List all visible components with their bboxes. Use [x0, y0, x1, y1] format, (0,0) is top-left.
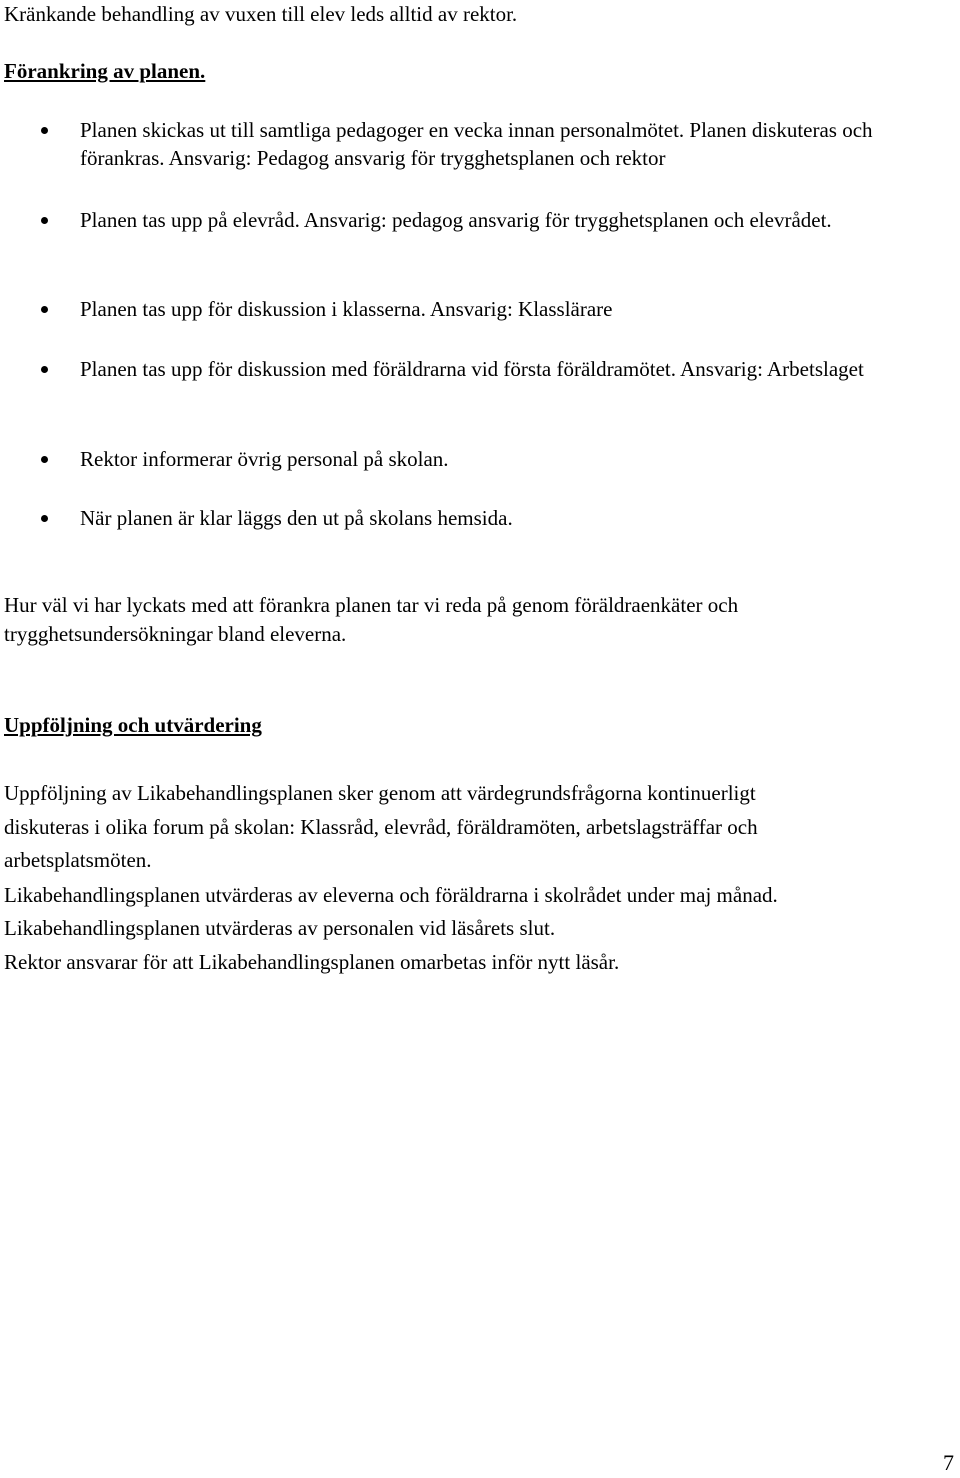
list-item-text: Rektor informerar övrig personal på skolan. — [80, 447, 449, 471]
uppfoljning-text-line: Likabehandlingsplanen utvärderas av eleverna och föräldrarna i skolrådet under maj månad. — [4, 883, 778, 907]
uppfoljning-text-line: Uppföljning av Likabehandlingsplanen sker genom att värdegrundsfrågorna kontinuerligt — [4, 781, 756, 805]
list-item-text: När planen är klar läggs den ut på skolans hemsida. — [80, 506, 513, 530]
uppfoljning-text-line: Rektor ansvarar för att Likabehandlingsplanen omarbetas inför nytt läsår. — [4, 950, 620, 974]
list-item-text: Planen tas upp på elevråd. Ansvarig: pedagog ansvarig för trygghetsplanen och elevrådet. — [80, 208, 832, 232]
bullet-icon — [41, 306, 48, 313]
bullet-icon — [41, 515, 48, 522]
section-heading-forankring: Förankring av planen. — [4, 59, 206, 83]
list-item-text: Planen skickas ut till samtliga pedagoger en vecka innan personalmötet. Planen diskuteras och förankras. Ansvarig: Pedagog ansvarig för trygghetsplanen och rektor — [80, 118, 873, 170]
list-item-text: Planen tas upp för diskussion i klasserna. Ansvarig: Klasslärare — [80, 297, 613, 321]
intro-text: Kränkande behandling av vuxen till elev leds alltid av rektor. — [4, 2, 518, 26]
list-item-text: Planen tas upp för diskussion med föräldrarna vid första föräldramötet. Ansvarig: Arbetslaget — [80, 357, 864, 381]
followup-text-line: Hur väl vi har lyckats med att förankra planen tar vi reda på genom föräldraenkäter och — [4, 593, 739, 617]
bullet-icon — [41, 456, 48, 463]
bullet-icon — [41, 217, 48, 224]
uppfoljning-text-line: diskuteras i olika forum på skolan: Klassråd, elevråd, föräldramöten, arbetslagsträffar och — [4, 815, 758, 839]
followup-text-line: trygghetsundersökningar bland eleverna. — [4, 622, 347, 646]
bullet-icon — [41, 366, 48, 373]
bullet-icon — [41, 127, 48, 134]
section-heading-uppfoljning: Uppföljning och utvärdering — [4, 713, 262, 737]
uppfoljning-text-line: Likabehandlingsplanen utvärderas av personalen vid läsårets slut. — [4, 916, 556, 940]
uppfoljning-text-line: arbetsplatsmöten. — [4, 848, 152, 872]
page-number: 7 — [943, 1450, 954, 1475]
